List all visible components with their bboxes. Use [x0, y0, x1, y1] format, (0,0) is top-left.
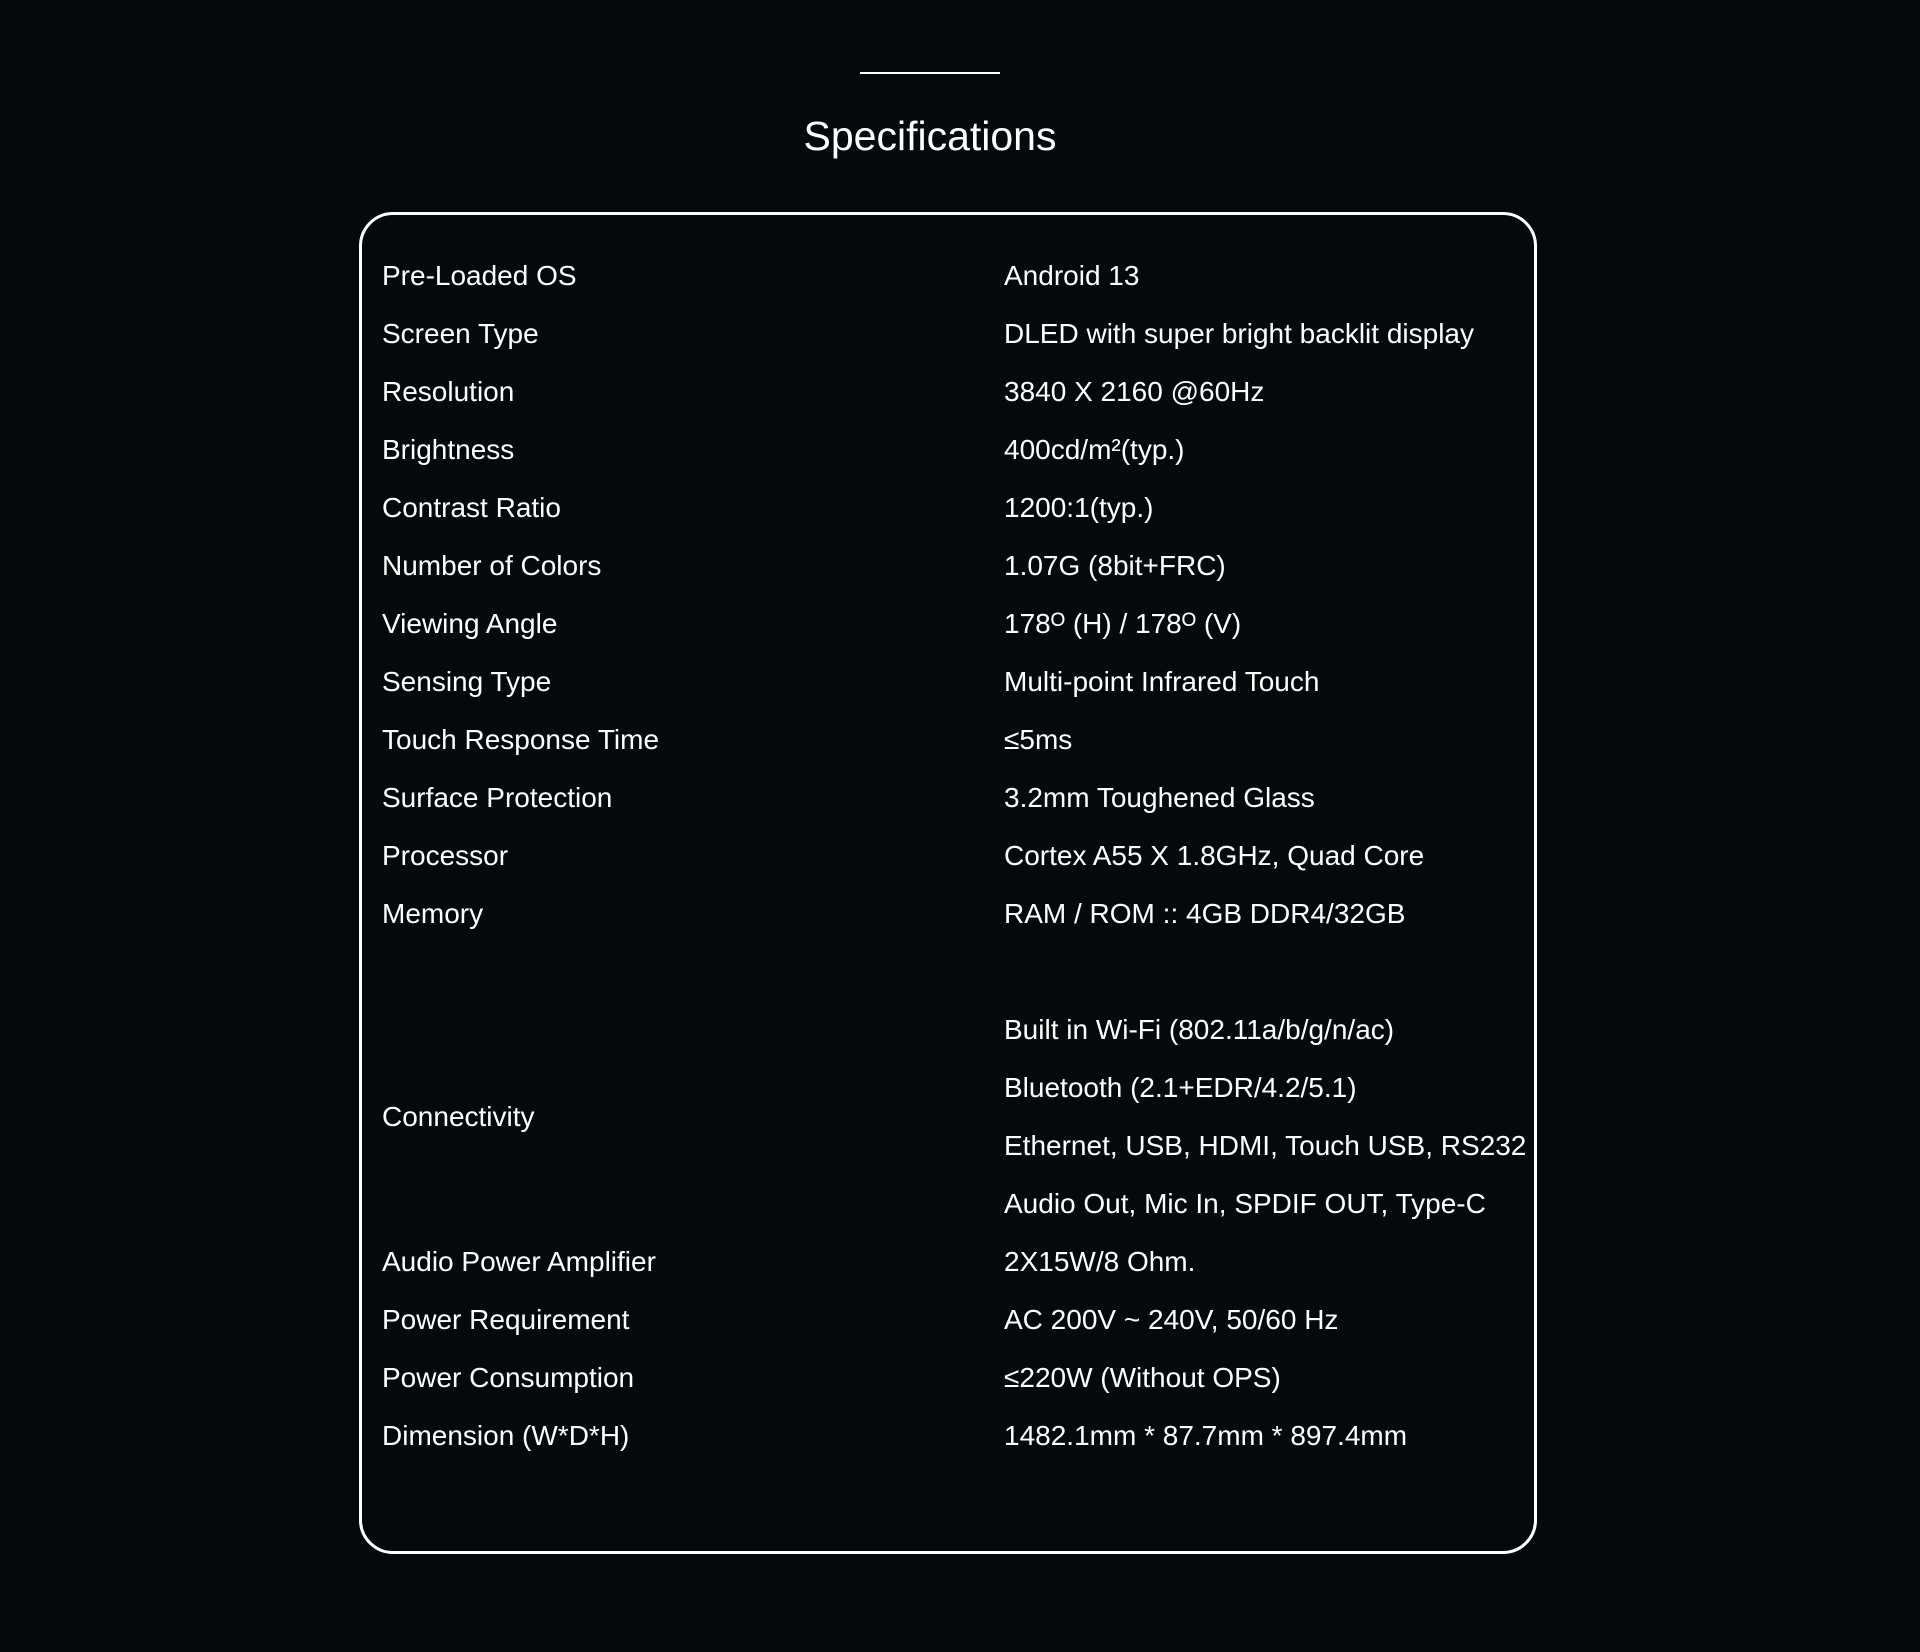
spec-label: Audio Power Amplifier [382, 1246, 656, 1277]
spec-label: Dimension (W*D*H) [382, 1420, 630, 1451]
spec-value: ≤220W (Without OPS) [1004, 1362, 1281, 1393]
spec-label: Number of Colors [382, 550, 602, 581]
spec-label: Viewing Angle [382, 608, 558, 639]
spec-label: Processor [382, 840, 509, 871]
spec-row-screen-type [362, 305, 1534, 363]
spec-value: 1482.1mm * 87.7mm * 897.4mm [1004, 1420, 1408, 1451]
spec-label: Connectivity [382, 1101, 535, 1132]
spec-label: Pre-Loaded OS [382, 260, 577, 291]
spec-label: Screen Type [382, 318, 539, 349]
spec-value: 178ᴼ (H) / 178ᴼ (V) [1004, 608, 1242, 639]
title-divider [860, 72, 1000, 74]
spec-label: Power Requirement [382, 1304, 630, 1335]
spec-row-touch-response-time [362, 711, 1534, 769]
spec-value: 2X15W/8 Ohm. [1004, 1246, 1196, 1277]
spec-row-contrast-ratio [362, 479, 1534, 537]
spec-label: Memory [382, 898, 484, 929]
spec-label: Contrast Ratio [382, 492, 561, 523]
connectivity-values [1004, 1001, 1526, 1233]
spec-row-surface-protection [362, 769, 1534, 827]
spec-row-resolution [362, 363, 1534, 421]
spec-value: Bluetooth (2.1+EDR/4.2/5.1) [1004, 1072, 1357, 1103]
spec-value: 1200:1(typ.) [1004, 492, 1154, 523]
spec-row-number-of-colors [362, 537, 1534, 595]
spec-row-sensing-type [362, 653, 1534, 711]
spec-value: DLED with super bright backlit display [1004, 318, 1474, 349]
page-title: Specifications [803, 113, 1057, 159]
spec-row-processor [362, 827, 1534, 885]
spec-value: 1.07G (8bit+FRC) [1004, 550, 1226, 581]
specs-card [359, 212, 1537, 1554]
spec-label: Sensing Type [382, 666, 552, 697]
spec-row-pre-loaded-os [362, 247, 1534, 305]
spec-value: AC 200V ~ 240V, 50/60 Hz [1004, 1304, 1339, 1335]
spec-value: Android 13 [1004, 260, 1140, 291]
spec-label: Power Consumption [382, 1362, 635, 1393]
spec-label: Touch Response Time [382, 724, 660, 755]
spec-value: 3840 X 2160 @60Hz [1004, 376, 1265, 407]
spec-label: Surface Protection [382, 782, 613, 813]
spec-row-brightness [362, 421, 1534, 479]
spec-label: Resolution [382, 376, 515, 407]
spec-value: Built in Wi-Fi (802.11a/b/g/n/ac) [1004, 1014, 1395, 1045]
spec-row-memory [362, 885, 1534, 943]
spec-value: Multi-point Infrared Touch [1004, 666, 1320, 697]
spec-row-dimension [362, 1407, 1534, 1465]
spec-value: 3.2mm Toughened Glass [1004, 782, 1315, 813]
spec-value: RAM / ROM :: 4GB DDR4/32GB [1004, 898, 1406, 929]
spec-row-power-requirement [362, 1291, 1534, 1349]
spec-value: 400cd/m²(typ.) [1004, 434, 1185, 465]
spec-label: Brightness [382, 434, 515, 465]
spec-row-audio-power-amplifier [362, 1233, 1534, 1291]
spec-value: Ethernet, USB, HDMI, Touch USB, RS232 [1004, 1130, 1527, 1161]
spec-value: Audio Out, Mic In, SPDIF OUT, Type-C [1004, 1188, 1486, 1219]
spec-row-power-consumption [362, 1349, 1534, 1407]
spec-value: Cortex A55 X 1.8GHz, Quad Core [1004, 840, 1425, 871]
spec-value: ≤5ms [1004, 724, 1073, 755]
spec-row-viewing-angle [362, 595, 1534, 653]
